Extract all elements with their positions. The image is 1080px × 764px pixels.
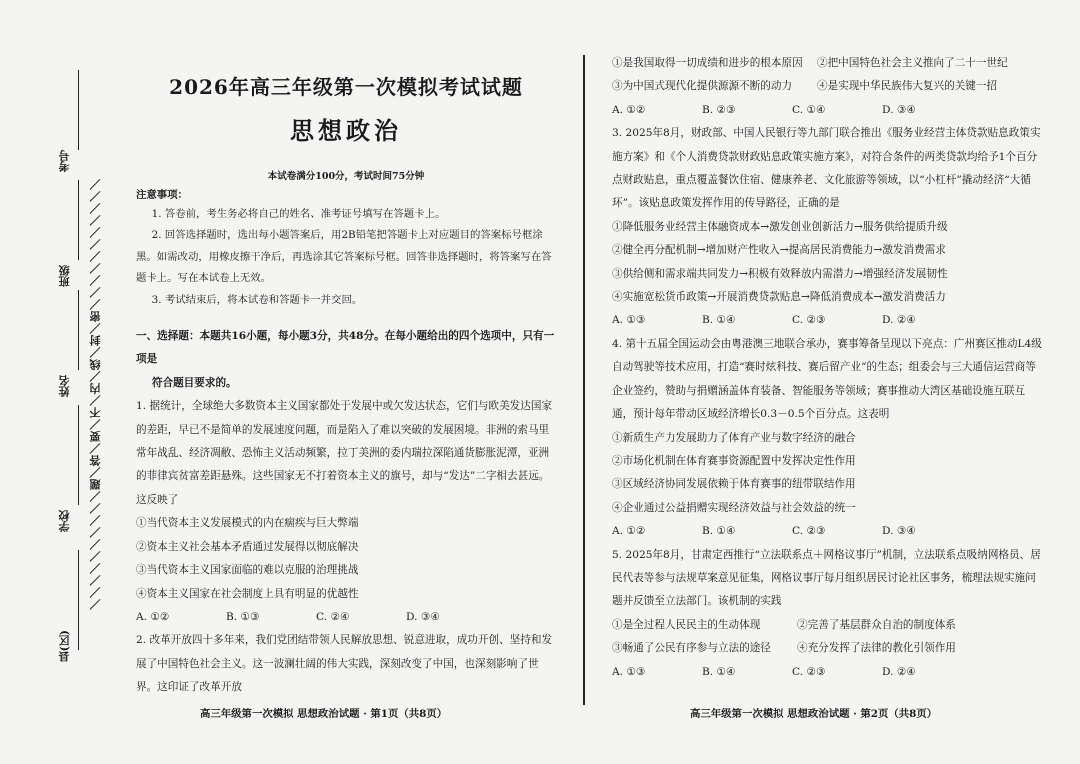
q5-options-row-2 <box>612 637 1042 660</box>
q5-option-3: ③畅通了公民有序参与立法的途径 <box>612 642 771 655</box>
q5-choice-a: A. ①③ <box>612 665 646 678</box>
q4-choice-d: D. ③④ <box>882 525 916 538</box>
q2-stem: 2. 改革开放四十多年来，我们党团结带领人民解放思想、锐意进取，成功开创、坚持和发展了中国特色社会主义。这一波澜壮阔的伟大实践，深刻改变了中国，也深刻影响了世界。这印证了改革开放 <box>136 634 553 694</box>
q1-stem: 1. 据统计，全球绝大多数资本主义国家都处于发展中或欠发达状态，它们与欧美发达国家的差距，早已不是简单的发展速度问题，而是陷入了难以突破的发展困境。非洲的索马里常年战乱、经济凋敝、恐怖主义活动频繁，拉丁美洲的委内瑞拉深陷通货膨胀泥潭，亚洲的菲律宾贫富差距悬殊。这些国家无不打着资本主义的旗号，却与“发达”二字相去甚远。这反映了 <box>136 400 553 506</box>
xingming-label: 姓名 <box>58 375 71 397</box>
page-divider <box>583 55 585 705</box>
q2-choice-d: D. ③④ <box>882 103 916 116</box>
note-3: 3. 考试结束后，将本试卷和答题卡一并交回。 <box>151 293 363 306</box>
q5-choice-d: D. ②④ <box>882 665 916 678</box>
q1-option-4: ④资本主义国家在社会制度上具有明显的优越性 <box>136 587 359 600</box>
q4-option-4: ④企业通过公益捐赠实现经济效益与社会效益的统一 <box>612 501 856 514</box>
page-2 <box>612 52 1042 684</box>
exam-meta: 本试卷满分100分，考试时间75分钟 <box>267 171 425 182</box>
q1-choice-c: C. ②④ <box>316 610 350 623</box>
q5-option-4: ④充分发挥了法律的教化引领作用 <box>797 642 956 655</box>
q3-choice-a: A. ①③ <box>612 314 646 327</box>
banji-label: 班级 <box>58 265 71 287</box>
exam-title: 2026年高三年级第一次模拟考试试题 <box>169 75 523 99</box>
q3-choice-b: B. ①④ <box>702 314 736 327</box>
q5-option-2: ②完善了基层群众自治的制度体系 <box>797 618 956 631</box>
note-2: 2. 回答选择题时，选出每小题答案后，用2B铅笔把答题卡上对应题目的答案标号框涂黑。如需改动，用橡皮擦干净后，再选涂其它答案标号框。回答非选择题时，将答案写在答题卡上。写在本试卷上无效。 <box>136 229 552 285</box>
q2-option-4: ④是实现中华民族伟大复兴的关键一招 <box>817 80 998 93</box>
xianqu-underline <box>78 550 79 650</box>
q4-choice-a: A. ①② <box>612 525 646 538</box>
q4-stem: 4. 第十五届全国运动会由粤港澳三地联合承办，赛事筹备呈现以下亮点：广州赛区推动L4级自动驾驶等技术应用，打造“赛时炫科技、赛后留产业”的生态；组委会与三大通信运营商等企业签约，赞助与捐赠涵盖体育装备、智能服务等领域；赛事推动大湾区基础设施互联互通，预计每年带动区域经济增长0.3－0.5个百分点。这表明 <box>612 337 1042 421</box>
xuexiao-label: 学校 <box>58 510 71 532</box>
binding-margin <box>0 0 110 764</box>
xuexiao-underline <box>78 405 79 505</box>
q3-option-2: ②健全再分配机制→增加财产性收入→提高居民消费能力→激发消费需求 <box>612 244 946 257</box>
q4-choices <box>612 520 1042 543</box>
q5-options-row-1 <box>612 614 1042 637</box>
q5-stem: 5. 2025年8月，甘肃定西推行“立法联系点＋网格议事厅”机制，立法联系点吸纳网格员、居民代表等参与法规草案意见征集，网格议事厅每月组织居民讨论社区事务，梳理法规实施问题并反馈至立法部门。该机制的实践 <box>612 548 1041 608</box>
page-1 <box>136 70 556 700</box>
section-title-cont: 符合题目要求的。 <box>151 376 237 389</box>
xingming-underline <box>78 290 79 370</box>
q1-option-3: ③当代资本主义国家面临的难以克服的治理挑战 <box>136 564 359 577</box>
q2-option-3: ③为中国式现代化提供源源不断的动力 <box>612 80 793 93</box>
q2-choice-c: C. ①④ <box>792 103 826 116</box>
q1-option-2: ②资本主义社会基本矛盾通过发展得以彻底解决 <box>136 540 359 553</box>
q5-choice-c: C. ②③ <box>792 665 826 678</box>
q2-choices <box>612 99 1042 122</box>
kaohao-underline <box>78 70 79 150</box>
banji-underline <box>78 180 79 260</box>
page-1-footer: 高三年级第一次模拟 思想政治试题 · 第1页（共8页） <box>200 708 448 720</box>
q4-option-2: ②市场化机制在体育赛事资源配置中发挥决定性作用 <box>612 454 856 467</box>
q3-option-3: ③供给侧和需求端共同发力→积极有效释放内需潜力→增强经济发展韧性 <box>612 267 948 280</box>
q4-option-3: ③区域经济协同发展依赖于体育赛事的纽带联结作用 <box>612 478 856 491</box>
section-title-line: 一、选择题：本题共16小题，每小题3分，共48分。在每小题给出的四个选项中，只有一项是 <box>136 330 555 366</box>
section-title <box>136 325 556 395</box>
q4-choice-c: C. ②③ <box>792 525 826 538</box>
q1-choice-b: B. ①③ <box>226 610 260 623</box>
q3-choice-d: D. ②④ <box>882 314 916 327</box>
q2-option-1: ①是我国取得一切成绩和进步的根本原因 <box>612 57 803 69</box>
notes-heading: 注意事项： <box>136 189 188 201</box>
q2-choice-a: A. ①② <box>612 103 646 116</box>
q2-options-row-1 <box>612 52 1042 75</box>
q2-option-2: ②把中国特色社会主义推向了二十一世纪 <box>817 57 1008 69</box>
xianqu-label: 县(区) <box>58 630 71 663</box>
seal-line-text: ／／／／／／／／／／题／答／要／不／内／线／封／密／／／／／／／／／／／ <box>89 178 102 610</box>
q3-stem: 3. 2025年8月，财政部、中国人民银行等九部门联合推出《服务业经营主体贷款贴息政策实施方案》和《个人消费贷款财政贴息政策实施方案》，对符合条件的两类贷款均给予1个百分点财政贴息，重点覆盖餐饮住宿、健康养老、文化旅游等领域，以“小杠杆”撬动经济“大循环”。该贴息政策发挥作用的传导路径，正确的是 <box>612 127 1041 210</box>
q3-option-1: ①降低服务业经营主体融资成本→激发创业创新活力→服务供给提质升级 <box>612 220 948 233</box>
page-2-footer: 高三年级第一次模拟 思想政治试题 · 第2页（共8页） <box>690 708 938 720</box>
subject-title: 思想政治 <box>290 116 402 145</box>
q1-choice-d: D. ③④ <box>406 610 440 623</box>
q3-option-4: ④实施宽松货币政策→开展消费贷款贴息→降低消费成本→激发消费活力 <box>612 291 946 304</box>
kaohao-label: 考号 <box>58 150 71 172</box>
q2-options-row-2 <box>612 75 1042 98</box>
q1-choices <box>136 606 556 629</box>
q1-choice-a: A. ①② <box>136 610 170 623</box>
q3-choice-c: C. ②③ <box>792 314 826 327</box>
q5-option-1: ①是全过程人民民主的生动体现 <box>612 618 761 631</box>
q3-choices <box>612 309 1042 332</box>
q4-choice-b: B. ①④ <box>702 525 736 538</box>
q5-choices <box>612 661 1042 684</box>
q5-choice-b: B. ①④ <box>702 665 736 678</box>
note-1: 1. 答卷前，考生务必将自己的姓名、准考证号填写在答题卡上。 <box>151 208 446 220</box>
q1-option-1: ①当代资本主义发展模式的内在痼疾与巨大弊端 <box>136 517 359 530</box>
q4-option-1: ①新质生产力发展助力了体育产业与数字经济的融合 <box>612 431 856 444</box>
q2-choice-b: B. ②③ <box>702 103 736 116</box>
